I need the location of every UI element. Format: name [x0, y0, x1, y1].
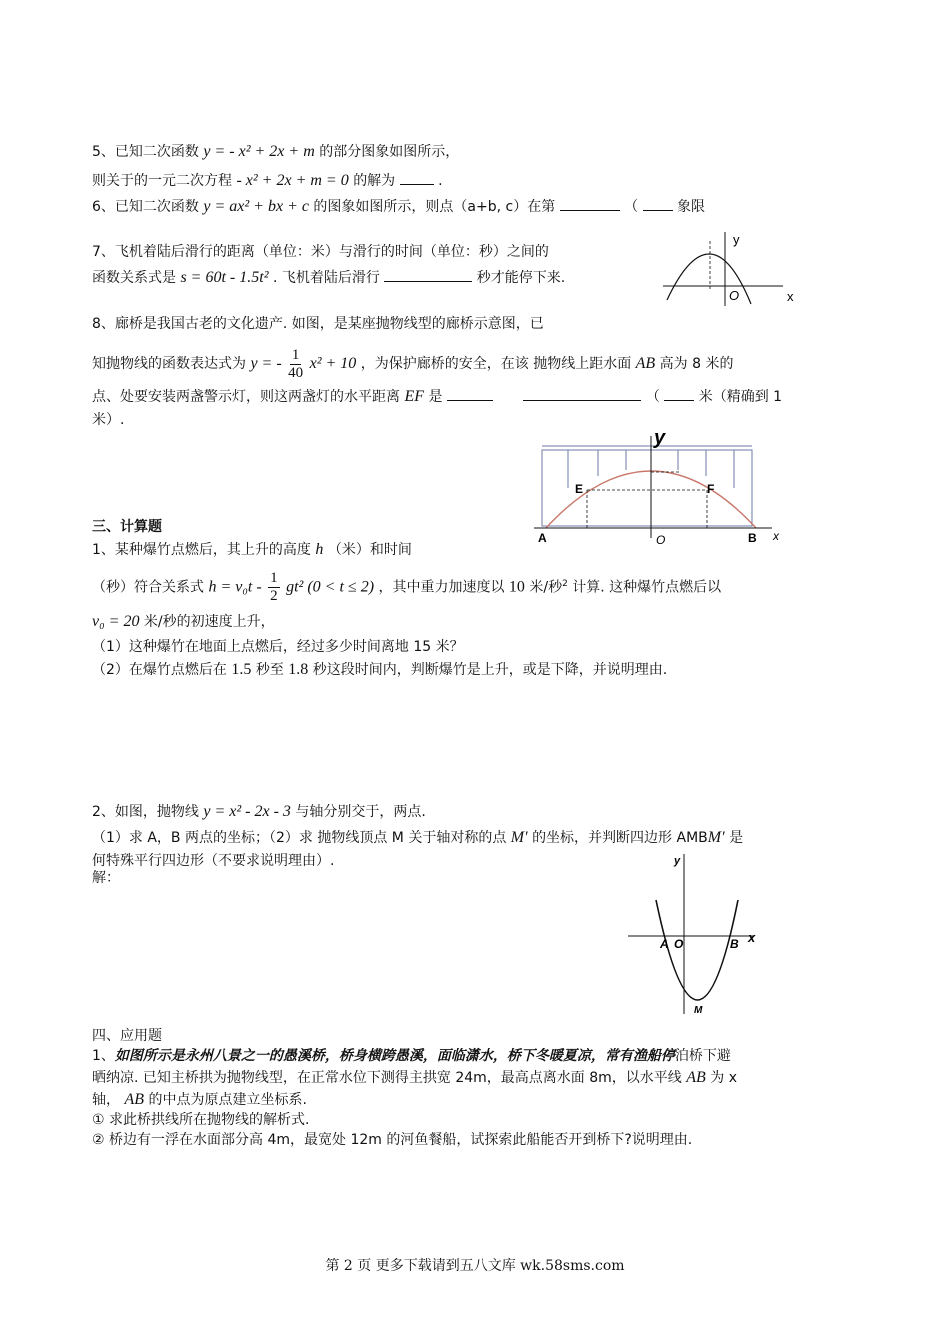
q5-answer-blank[interactable] — [400, 170, 434, 185]
bridge-origin-label: O — [656, 533, 666, 547]
q5-line2: 则关于的一元二次方程 - x² + 2x + m = 0 的解为 . — [92, 172, 443, 189]
c2-point-m: M — [694, 1005, 703, 1016]
c1-line2: （秒）符合关系式 h = v₀t - $\frac{1}{2}$ gt² (0 < t ≤ 2) ，其中重力加速度以 10 米/秒$^2$ 计算. 这种爆竹点燃后以 — [92, 570, 722, 605]
section3-heading: 三、计算题 — [92, 519, 162, 535]
y-axis-label: y — [733, 232, 740, 247]
c1-sub1: （1）这种爆竹在地面上点燃后，经过多少时间离地 15 米？ — [92, 639, 464, 655]
q8-line4: 米）. — [92, 412, 125, 428]
bridge-x-label: x — [773, 529, 779, 543]
a1-line3: 轴， AB 的中点为原点建立坐标系. — [92, 1091, 307, 1108]
section4-heading: 四、应用题 — [92, 1028, 162, 1044]
c2-origin: O — [674, 937, 684, 951]
bridge-frame — [542, 450, 752, 526]
c1-fraction: $\frac{1}{2}$ — [270, 570, 278, 605]
q7-answer-blank[interactable] — [384, 267, 472, 282]
q6-equation: y = ax² + bx + c — [203, 198, 309, 215]
c2-line3: 何特殊平行四边形（不要求说明理由）. — [92, 853, 335, 869]
point-b-label: B — [748, 531, 757, 545]
c2-line1: 2、如图，抛物线 y = x² - 2x - 3 与轴分别交于，两点. — [92, 803, 426, 820]
c1-line3: v₀ = 20 米/秒的初速度上升， — [92, 613, 275, 630]
a1-line1: 1、如图所示是永州八景之一的愚溪桥，桥身横跨愚溪，面临潇水，桥下冬暖夏凉，常有渔船停泊桥下避 — [92, 1048, 731, 1064]
point-e-label: E — [575, 482, 584, 496]
q8-line2: 知抛物线的函数表达式为 y = - $\frac{1}{40}$ x² + 10 ，为保护廊桥的安全，在该 抛物线上距水面 AB 高为 8 米的 — [92, 346, 734, 381]
c2-point-a: A — [660, 937, 669, 951]
x-axis-label: x — [787, 289, 794, 304]
c2-y-label: y — [674, 855, 681, 867]
c2-point-b: B — [730, 937, 739, 951]
q8-line1: 8、廊桥是我国古老的文化遗产. 如图，是某座抛物线型的廊桥示意图，已 — [92, 316, 544, 332]
c2-line2: （1）求 A，B 两点的坐标；（2）求 抛物线顶点 M 关于轴对称的点 M′ 的坐标，并判断四边形 AMBM′ 是 — [92, 829, 744, 846]
a1-line2: 晒纳凉. 已知主桥拱为抛物线型，在正常水位下测得主拱宽 24m，最高点离水面 8m，以水平线 AB 为 x — [92, 1069, 737, 1086]
q6-line: 6、已知二次函数 y = ax² + bx + c 的图象如图所示，则点（a+b, c）在第 （ 象限 — [92, 198, 706, 215]
bridge-diagram — [530, 428, 792, 548]
point-a-label: A — [538, 531, 547, 545]
q8-answer-blank[interactable] — [447, 386, 493, 401]
a1-sub1: ① 求此桥拱线所在抛物线的解析式. — [92, 1112, 310, 1128]
q6-parabola-graph — [655, 228, 800, 310]
q7-equation: s = 60t - 1.5t² — [180, 269, 269, 286]
c2-parabola-graph — [622, 848, 762, 1018]
q6-answer-blank[interactable] — [560, 196, 620, 211]
q8-line3: 点、处要安装两盏警示灯，则这两盏灯的水平距离 EF 是 （ 米（精确到 1 — [92, 388, 783, 405]
q5-equation: y = - x² + 2x + m — [203, 143, 315, 160]
q5-line1: 5、已知二次函数 y = - x² + 2x + m 的部分图象如图所示， — [92, 143, 460, 160]
c2-equation: y = x² - 2x - 3 — [203, 803, 291, 820]
c1-line1: 1、某种爆竹点燃后，其上升的高度 h （米）和时间 — [92, 541, 412, 558]
a1-sub2: ② 桥边有一浮在水面部分高 4m，最宽处 12m 的河鱼餐船，试探索此船能否开到桥下?说明理由. — [92, 1132, 693, 1148]
page-footer: 第 2 页 更多下载请到五八文库 wk.58sms.com — [325, 1258, 625, 1274]
origin-label: O — [729, 288, 740, 303]
q7-line2: 函数关系式是 s = 60t - 1.5t² . 飞机着陆后滑行 秒才能停下来. — [92, 269, 566, 286]
bridge-y-label: y — [654, 428, 666, 449]
c1-sub2: （2）在爆竹点燃后在 1.5 秒至 1.8 秒这段时间内，判断爆竹是上升，或是下降，并说明理由. — [92, 661, 668, 678]
q8-fraction: $\frac{1}{40}$ — [288, 346, 304, 381]
c2-line4: 解： — [92, 870, 120, 886]
c2-x-label: x — [748, 930, 756, 945]
q7-line1: 7、飞机着陆后滑行的距离（单位：米）与滑行的时间（单位：秒）之间的 — [92, 244, 549, 260]
point-f-label: F — [707, 482, 715, 496]
